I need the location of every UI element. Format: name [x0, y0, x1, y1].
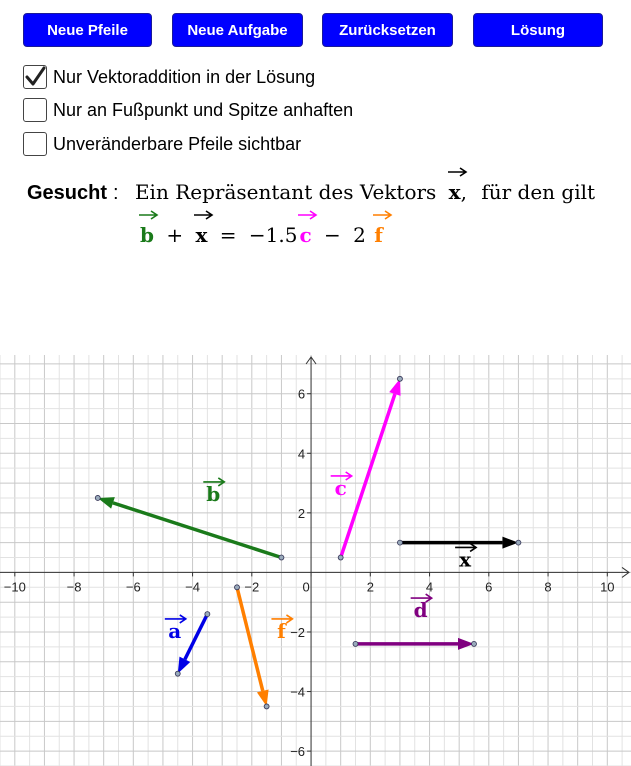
- vector-b-symbol: b: [140, 223, 154, 247]
- vector-head-point[interactable]: [95, 495, 100, 500]
- checkbox-fixed-visible[interactable]: [23, 131, 301, 157]
- x-tick-label: 4: [425, 579, 434, 595]
- checkbox-box[interactable]: [23, 65, 47, 89]
- vector-arrowhead[interactable]: [178, 657, 190, 674]
- x-tick-label: −10: [3, 579, 26, 595]
- checkbox-box[interactable]: [23, 132, 47, 156]
- vector-label: c: [334, 475, 347, 500]
- vector-label: a: [168, 618, 182, 643]
- task-text-before: Ein Repräsentant des Vektors: [134, 180, 437, 204]
- task-comma: ,: [460, 180, 467, 204]
- equation-minus: −: [324, 223, 341, 247]
- axes: [0, 357, 629, 766]
- checkmark-icon: [24, 66, 46, 88]
- checkbox-box[interactable]: [23, 98, 47, 122]
- vector-shaft[interactable]: [185, 614, 207, 659]
- task-statement: [27, 180, 595, 205]
- vector-b[interactable]: [95, 478, 284, 560]
- x-tick-label: 2: [366, 579, 374, 595]
- vector-c-symbol: c: [299, 223, 311, 247]
- checkbox-label: Unveränderbare Pfeile sichtbar: [53, 133, 302, 154]
- task-text-after: für den gilt: [481, 180, 596, 204]
- vector-tail-point[interactable]: [234, 585, 239, 590]
- task-colon: :: [113, 182, 119, 204]
- new-task-button[interactable]: Neue Aufgabe: [172, 13, 303, 47]
- coordinate-graph[interactable]: [0, 355, 631, 766]
- vector-x-symbol: x: [195, 223, 207, 247]
- y-tick-label: −6: [290, 744, 306, 760]
- vector-head-point[interactable]: [397, 376, 402, 381]
- vector-arrow-icon: [448, 167, 468, 177]
- checkbox-snap-endpoints[interactable]: [23, 97, 353, 123]
- y-tick-label: 4: [297, 446, 306, 462]
- vector-label: d: [413, 598, 428, 623]
- vector-a[interactable]: [165, 612, 210, 677]
- x-tick-label: 6: [485, 579, 493, 595]
- y-tick-label: 6: [297, 386, 306, 402]
- y-tick-label: −2: [290, 624, 306, 640]
- new-arrows-button[interactable]: Neue Pfeile: [23, 13, 152, 47]
- vector-x-symbol: x: [449, 180, 461, 204]
- vector-tail-point[interactable]: [353, 641, 358, 646]
- vector-shaft[interactable]: [113, 503, 281, 558]
- equation-coef-c: −1.5: [248, 223, 298, 247]
- x-tick-label: 8: [544, 579, 552, 595]
- vector-head-point[interactable]: [471, 641, 476, 646]
- equation: [140, 223, 383, 247]
- x-tick-label: 10: [600, 579, 615, 595]
- vector-x[interactable]: [397, 537, 520, 572]
- vector-label: x: [459, 547, 472, 572]
- vector-head-point[interactable]: [516, 540, 521, 545]
- vector-f-symbol: f: [374, 223, 383, 247]
- equation-coef-f: 2: [353, 223, 366, 247]
- vector-tail-point[interactable]: [338, 555, 343, 560]
- vector-tail-point[interactable]: [205, 612, 210, 617]
- vector-shaft[interactable]: [237, 587, 263, 691]
- equation-plus: +: [166, 223, 184, 247]
- checkbox-only-addition[interactable]: [23, 64, 315, 90]
- y-tick-label: −4: [290, 684, 306, 700]
- vector-arrow-icon: [194, 210, 214, 220]
- grid: [0, 355, 631, 766]
- y-tick-label: 2: [297, 505, 306, 521]
- solution-button[interactable]: Lösung: [473, 13, 603, 47]
- checkbox-label: Nur Vektoraddition in der Lösung: [53, 66, 316, 87]
- equation-equals: =: [219, 223, 237, 247]
- vector-arrow-icon: [139, 210, 159, 220]
- x-tick-label: 0: [302, 579, 310, 595]
- x-tick-label: −8: [66, 579, 82, 595]
- vector-label: b: [206, 481, 221, 506]
- vector-tail-point[interactable]: [397, 540, 402, 545]
- task-label: Gesucht: [27, 182, 108, 204]
- vector-head-point[interactable]: [264, 704, 269, 709]
- reset-button[interactable]: Zurücksetzen: [322, 13, 453, 47]
- vector-arrow-icon: [373, 210, 393, 220]
- vector-head-point[interactable]: [175, 671, 180, 676]
- vector-tail-point[interactable]: [279, 555, 284, 560]
- checkbox-label: Nur an Fußpunkt und Spitze anhaften: [53, 99, 354, 120]
- x-tick-label: −6: [125, 579, 141, 595]
- x-tick-label: −4: [185, 579, 200, 595]
- vector-label: f: [277, 618, 286, 643]
- tick-labels: [4, 387, 615, 759]
- vector-arrow-icon: [298, 210, 318, 220]
- x-tick-label: −2: [244, 579, 260, 595]
